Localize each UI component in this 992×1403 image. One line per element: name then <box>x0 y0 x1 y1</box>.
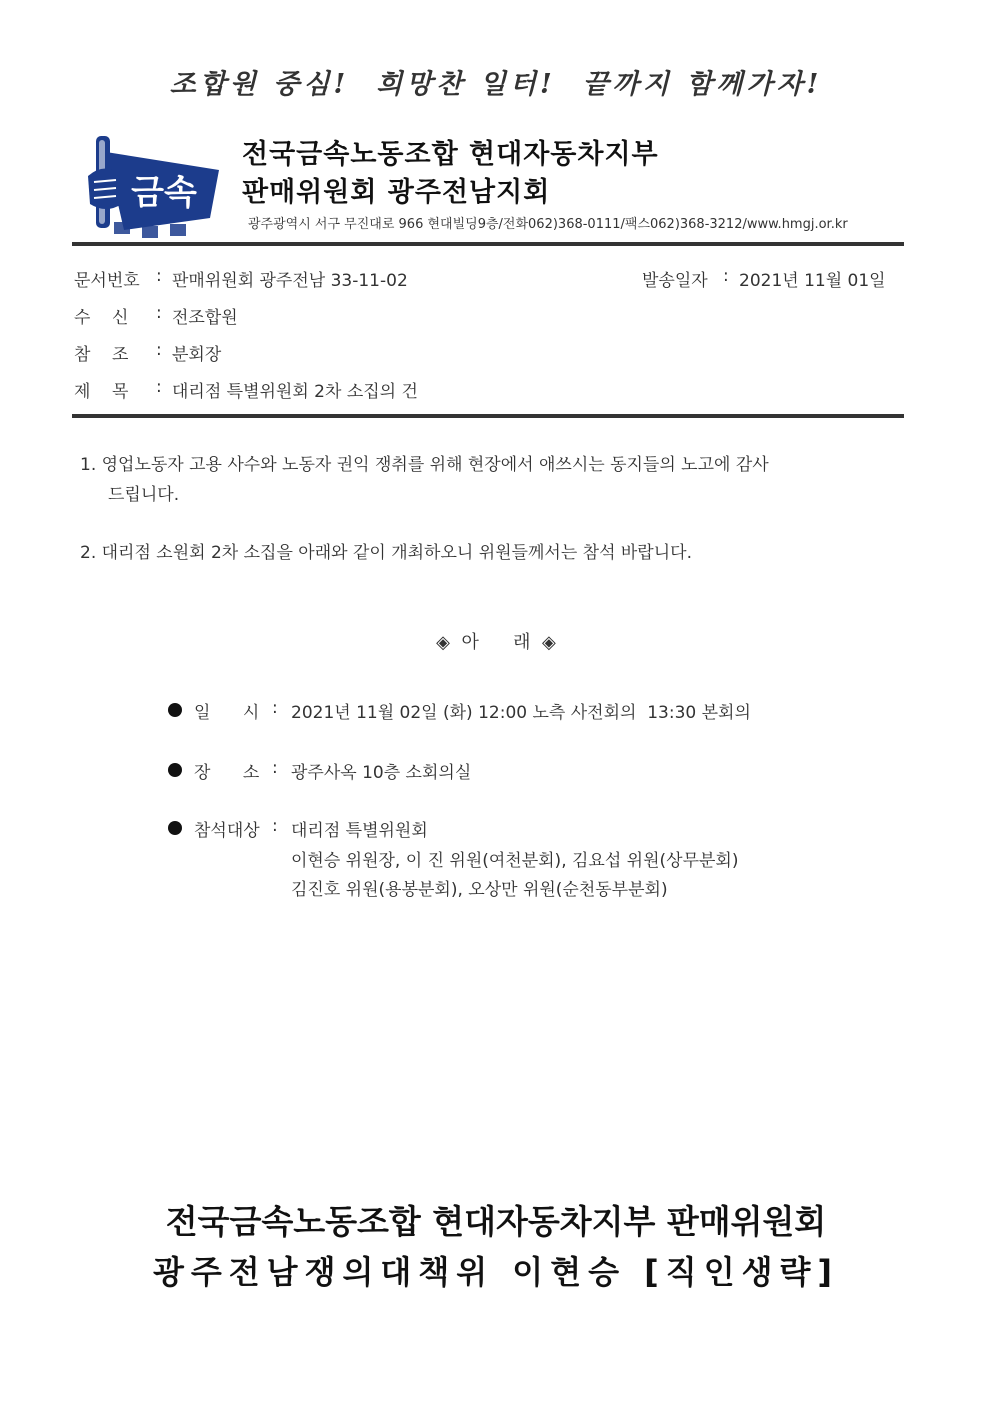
colon: : <box>156 377 162 397</box>
cc-label: 참 조 <box>74 345 129 365</box>
notice-title: ◈ 아 래 ◈ <box>436 632 556 653</box>
item-place-label: 장 소 <box>194 763 260 783</box>
item-place-value: 광주사옥 10층 소회의실 <box>291 763 472 783</box>
subject-label: 제 목 <box>74 382 129 402</box>
recipient-value: 전조합원 <box>172 308 238 328</box>
colon: : <box>272 698 278 718</box>
bullet-icon <box>168 821 182 835</box>
attendees-line-2: 김진호 위원(용봉분회), 오상만 위원(순천동부분회) <box>291 880 668 900</box>
paragraph-2: 2. 대리점 소원회 2차 소집을 아래와 같이 개최하오니 위원들께서는 참석 바랍니다. <box>80 543 692 563</box>
logo-text: 금속 <box>131 173 197 213</box>
date-label: 발송일자 <box>642 271 708 291</box>
colon: : <box>156 340 162 360</box>
item-date-label: 일 시 <box>194 703 260 723</box>
org-name-line2: 판매위원회 광주전남지회 <box>242 177 551 208</box>
item-attendees-label: 참석대상 <box>194 821 260 841</box>
colon: : <box>272 758 278 778</box>
paragraph-1-line-1: 1. 영업노동자 고용 사수와 노동자 권익 쟁취를 위해 현장에서 애쓰시는 동지들의 노고에 감사 <box>80 455 769 475</box>
cc-value: 분회장 <box>172 345 222 365</box>
item-date-value: 2021년 11월 02일 (화) 12:00 노측 사전회의 13:30 본회의 <box>291 703 751 723</box>
org-name-line1: 전국금속노동조합 현대자동차지부 <box>242 139 659 170</box>
colon: : <box>156 303 162 323</box>
header-divider <box>72 242 904 246</box>
footer-signature: 광주전남쟁의대책위 이현승 [직인생략] <box>152 1253 840 1291</box>
colon: : <box>272 816 278 836</box>
doc-no-value: 판매위원회 광주전남 33-11-02 <box>172 271 408 291</box>
bullet-icon <box>168 763 182 777</box>
colon: : <box>156 266 162 286</box>
colon: : <box>723 266 729 286</box>
item-attendees-value: 대리점 특별위원회 <box>291 821 428 841</box>
slogan: 조합원 중심! 희망찬 일터! 끝까지 함께가자! <box>169 69 823 100</box>
doc-no-label: 문서번호 <box>74 271 140 291</box>
meta-divider <box>72 414 904 418</box>
attendees-line-1: 이현승 위원장, 이 진 위원(여천분회), 김요섭 위원(상무분회) <box>291 851 739 871</box>
date-value: 2021년 11월 01일 <box>739 271 886 291</box>
bullet-icon <box>168 703 182 717</box>
subject-value: 대리점 특별위원회 2차 소집의 건 <box>172 382 418 402</box>
org-address: 광주광역시 서구 무진대로 966 현대빌딩9층/전화062)368-0111/팩스062)368-3212/www.hmgj.or.kr <box>248 217 848 232</box>
recipient-label: 수 신 <box>74 308 129 328</box>
paragraph-1-line-2: 드립니다. <box>108 485 180 505</box>
union-logo <box>84 130 224 240</box>
footer-org: 전국금속노동조합 현대자동차지부 판매위원회 <box>165 1202 827 1241</box>
